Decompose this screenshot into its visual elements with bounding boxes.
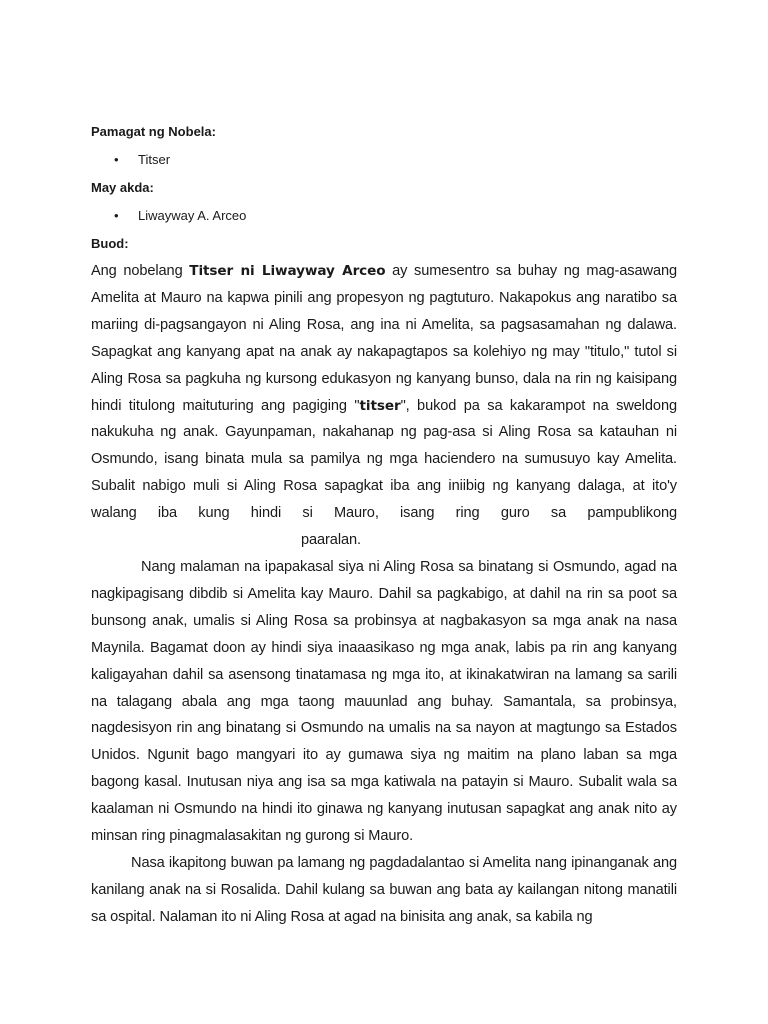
- paragraph-1: [91, 258, 677, 554]
- title-value: Titser: [138, 152, 171, 167]
- summary-body: [91, 258, 677, 931]
- author-value: Liwayway A. Arceo: [138, 208, 247, 223]
- title-label: Pamagat ng Nobela:: [91, 124, 216, 139]
- p1-bold-titser: titser: [359, 397, 401, 414]
- paragraph-3: Nasa ikapitong buwan pa lamang ng pagdadalantao si Amelita nang ipinanganak ang kanilang anak na si Rosalida. Dahil kulang sa buwan ang bata ay kailangan nitong manatili sa ospital. Nalaman ito ni Aling Rosa at agad na binisita ang anak, sa kabila ng: [91, 854, 677, 925]
- author-list: [91, 202, 677, 230]
- p1-text-a: Ang nobelang: [91, 263, 190, 279]
- p1-text-f: paaralan.: [301, 532, 361, 549]
- bullet-dot-icon: •: [114, 208, 119, 223]
- title-list: [91, 146, 677, 174]
- bullet-dot-icon: •: [114, 152, 119, 167]
- document-content: [91, 118, 677, 931]
- title-item: [91, 146, 677, 174]
- p1-text-c: ay sumesentro sa buhay ng mag-asawang Amelita at Mauro na kapwa pinili ang propesyon ng pagtuturo. Nakapokus ang naratibo sa mariing di-pagsangayon ni Aling Rosa, ang ina ni Amelita, sa pagsasamahan ng dalawa. Sapagkat ang kanyang apat na anak ay nakapagtapos sa kolehiyo ng may "titulo," tutol si Aling Rosa sa pagkuha ng kursong edukasyon ng kanyang bunso, dala na rin ng kaisipang hindi titulong maituturing ang pagiging ": [91, 263, 678, 414]
- p1-bold-title: Titser ni Liwayway Arceo: [189, 263, 386, 279]
- summary-label: Buod:: [91, 236, 129, 251]
- p1-text-e: ", bukod pa sa kakarampot na sweldong nakukuha ng anak. Gayunpaman, nakahanap ng pag-asa si Aling Rosa sa katauhan ni Osmundo, isang binata mula sa pamilya ng mga haciendero na sumusuyo kay Amelita. Subalit nabigo muli si Aling Rosa sapagkat iba ang iniibig ng kanyang dalaga, at ito'y walang iba kung hindi si Mauro, isang ring guro sa pampublikong: [91, 397, 677, 522]
- author-label: May akda:: [91, 180, 154, 195]
- author-item: [91, 202, 677, 230]
- paragraph-2: Nang malaman na ipapakasal siya ni Aling Rosa sa binatang si Osmundo, agad na nagkipagisang dibdib si Amelita kay Mauro. Dahil sa pagkabigo, at dahil na rin sa poot sa bunsong anak, umalis si Aling Rosa sa probinsya at nagbakasyon sa mga anak na nasa Maynila. Bagamat doon ay hindi siya inaaasikaso ng mga anak, labis pa rin ang kanyang kaligayahan dahil sa asensong tinatamasa ng mga ito, at ikinakatwiran na lamang sa sarili na talagang abala ang mga taong mauunlad ang buhay. Samantala, sa probinsya, nagdesisyon rin ang binatang si Osmundo na umalis na sa nayon at magtungo sa Estados Unidos. Ngunit bago mangyari ito ay gumawa siya ng maitim na plano laban sa mga bagong kasal. Inutusan niya ang isa sa mga katiwala na patayin si Mauro. Subalit wala sa kaalaman ni Osmundo na hindi ito ginawa ng kanyang inutusan sapagkat ang anak nito ay minsan ring pinagmalasakitan ng gurong si Mauro.: [91, 558, 677, 845]
